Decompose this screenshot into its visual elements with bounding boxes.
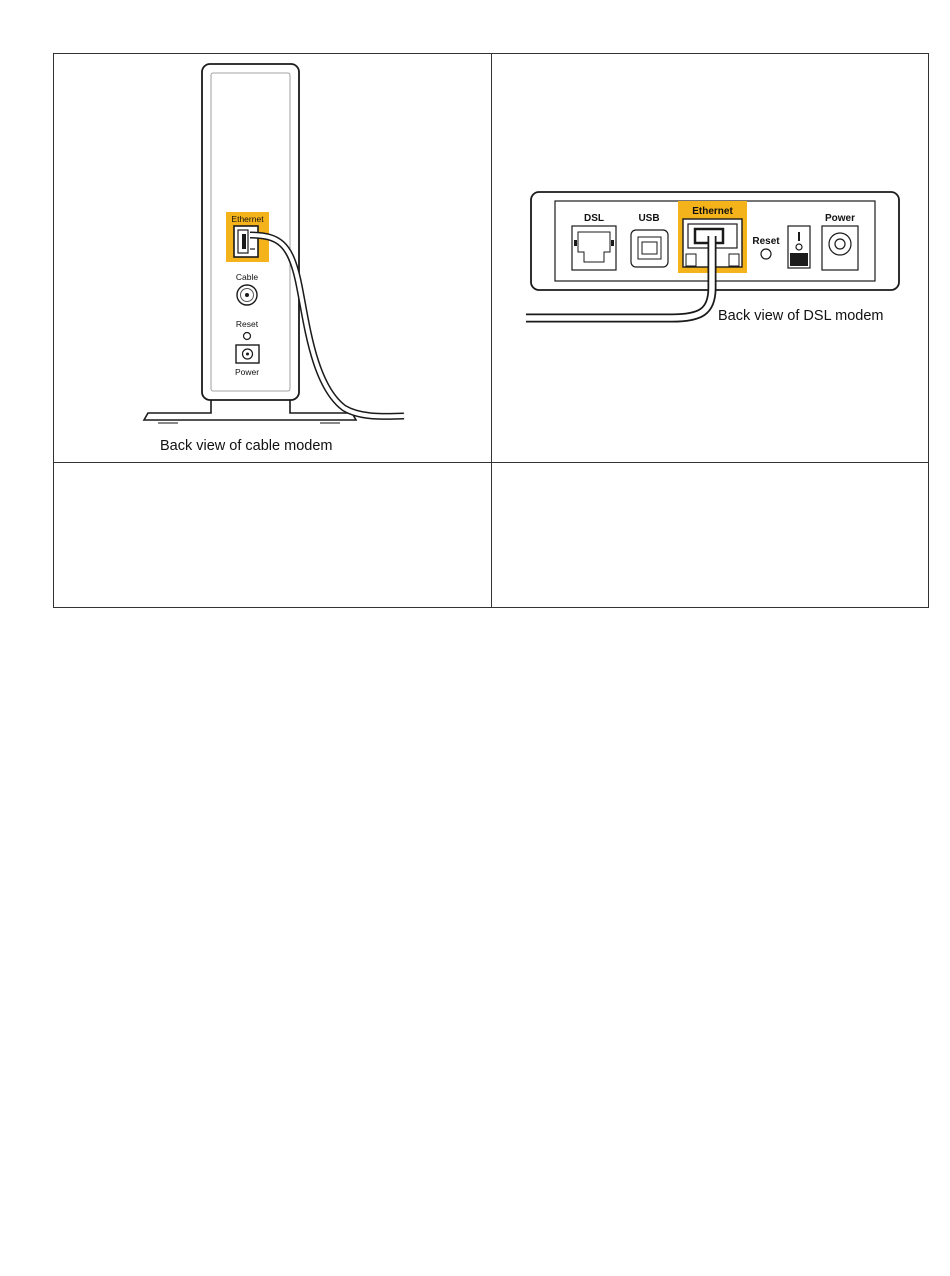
dsl-modem-caption: Back view of DSL modem bbox=[718, 308, 884, 324]
cable-ethernet-label: Ethernet bbox=[231, 214, 264, 224]
dsl-port-label: DSL bbox=[584, 213, 604, 224]
cable-modem-cell bbox=[54, 54, 492, 463]
cable-reset-label: Reset bbox=[235, 319, 259, 329]
empty-cell-right bbox=[492, 463, 928, 607]
cable-power-label: Power bbox=[234, 367, 260, 377]
dsl-ethernet-label: Ethernet bbox=[692, 206, 733, 217]
dsl-reset-label: Reset bbox=[752, 236, 780, 247]
usb-port-label: USB bbox=[638, 213, 660, 224]
modem-stand bbox=[144, 400, 356, 420]
usb-port bbox=[631, 230, 668, 267]
cable-modem-diagram bbox=[54, 54, 491, 462]
dsl-port bbox=[572, 226, 616, 270]
cable-modem-caption: Back view of cable modem bbox=[160, 438, 333, 454]
figure-table bbox=[53, 53, 929, 608]
dsl-reset-button bbox=[761, 249, 771, 259]
empty-cell-left bbox=[54, 463, 492, 607]
reset-button bbox=[244, 333, 251, 340]
dsl-modem-cell bbox=[492, 54, 928, 463]
cable-port-label: Cable bbox=[235, 272, 259, 282]
dsl-modem-diagram bbox=[492, 54, 928, 462]
dsl-power-label: Power bbox=[824, 213, 856, 224]
